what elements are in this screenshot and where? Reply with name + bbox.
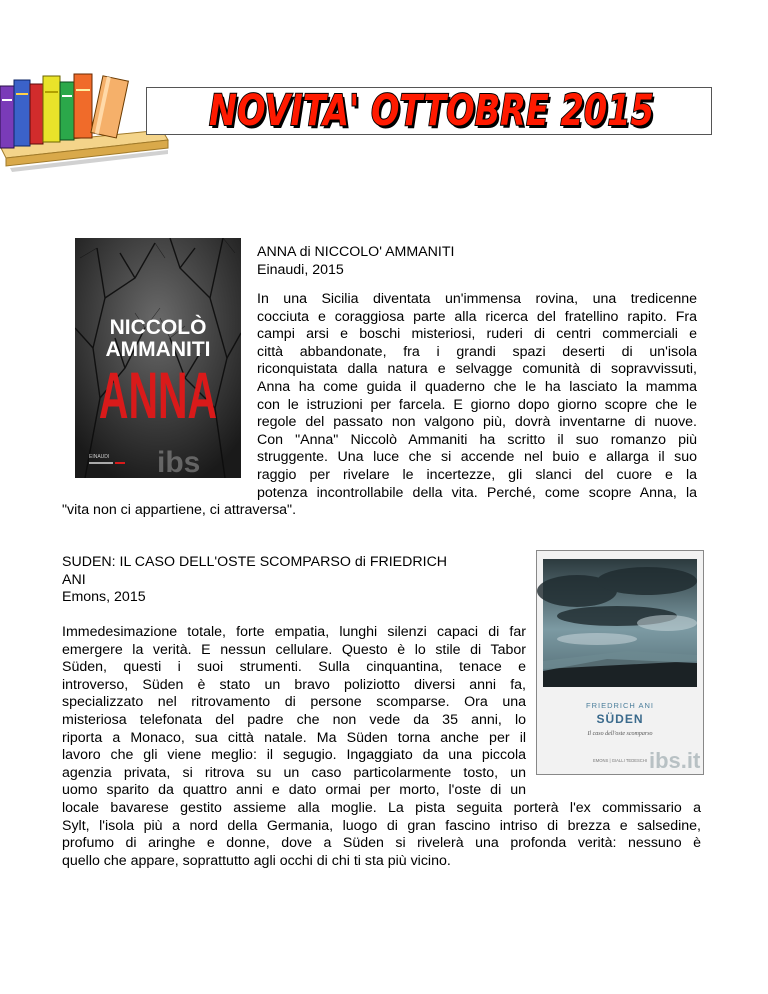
cover-watermark: ibs.it xyxy=(649,748,701,773)
description-line: Süden, questi i suoi strumenti. Sulla cinquantina, tenace e xyxy=(62,659,526,676)
description-line: introverso, Süden è stato un bravo poliziotto diversi anni fa, xyxy=(62,676,526,693)
description-line: riporta a Monaco, sua città natale. Ma Süden torna anche per il xyxy=(62,729,526,746)
bookshelf-clipart xyxy=(0,70,170,182)
description-line: locale bavarese gestito assieme alla moglie. La pista seguita porterà l'ex commissario a xyxy=(62,800,701,816)
description-line: regole del passato non valgono più, dovrà inventarne di nuove. xyxy=(257,414,697,431)
book-cover-suden xyxy=(536,550,704,775)
description-line: lavoro che gli viene meglio: il segugio. Ingaggiato da una piccola xyxy=(62,747,526,764)
book2-description-tail: quello che appare, soprattutto agli occhi di chi ti sta più vicino. xyxy=(62,853,451,869)
book2-heading-line1: SUDEN: IL CASO DELL'OSTE SCOMPARSO di FRIEDRICH xyxy=(62,554,448,570)
book1-heading-block xyxy=(257,244,454,279)
book2-heading-line2: ANI xyxy=(62,571,86,588)
cover-author-line1: NICCOLÒ xyxy=(109,316,207,339)
book2-description xyxy=(62,624,526,800)
page-title: NOVITA' OTTOBRE 2015 xyxy=(209,86,654,136)
book1-heading: ANNA di NICCOLO' AMMANITI xyxy=(257,244,455,260)
description-line: struggente. Una luce che si accende nel buio e allarga il suo xyxy=(257,449,697,466)
description-line: Anna ha come guida il quaderno che le ha lasciato la mamma xyxy=(257,378,697,395)
cover-title: ANNA xyxy=(98,357,218,433)
cover-author: FRIEDRICH ANI xyxy=(585,701,655,710)
description-line: In una Sicilia diventata un'immensa rovina, una tredicenne xyxy=(257,291,697,307)
description-line: uomo sparito da quattro anni e dato ormai per morto, l'oste di un xyxy=(62,782,526,799)
description-line: potenza incontrollabile della vita. Perché, come scopre Anna, la xyxy=(257,484,697,501)
cover-publisher-mark: EMONS | GIALLI TEDESCHI xyxy=(592,758,648,763)
cover-subtitle: Il caso dell'oste scomparso xyxy=(587,731,653,737)
description-line: città abbandonate, fra i grandi spazi deserti di un'isola xyxy=(257,343,697,360)
book-cover-anna xyxy=(75,238,241,478)
cover-author-line2: AMMANITI xyxy=(105,338,211,361)
description-line: Con "Anna" Niccolò Ammaniti ha scritto il suo romanzo più xyxy=(257,431,697,448)
description-line: raggio per rivelare le incertezze, gli slanci del cuore e la xyxy=(257,466,697,483)
book2-heading-block xyxy=(62,554,447,607)
book2-description-continued xyxy=(62,800,701,853)
description-line: Immedesimazione totale, forte empatia, lunghi silenzi capaci di far xyxy=(62,624,526,640)
description-line: misteriosa telefonata del padre che non vede da 35 anni, lo xyxy=(62,711,526,728)
description-line: specializzato nel ritrovamento di persone scomparse. Ora una xyxy=(62,694,526,711)
book1-description-tail: "vita non ci appartiene, ci attraversa". xyxy=(62,502,297,518)
book1-publisher: Einaudi, 2015 xyxy=(257,261,344,278)
description-line: con le istruzioni per farcela. E giorno dopo giorno scopre che le xyxy=(257,396,697,413)
cover-publisher-mark: EINAUDI xyxy=(89,454,110,460)
cover-title: SÜDEN xyxy=(596,712,644,726)
page-title-banner xyxy=(146,87,712,135)
description-line: campi arsi e boschi misteriosi, ruderi di centri commerciali e xyxy=(257,326,697,343)
cover-watermark: ibs xyxy=(157,446,201,478)
description-line: agenzia privata, si ritrova su un caso particolarmente tosto, un xyxy=(62,764,526,781)
description-line: cocciuta e coraggiosa parte alla ricerca del fratellino rapito. Fra xyxy=(257,308,697,325)
description-line: Sylt, l'isola più a nord della Germania, luogo di gran fascino intriso di brezza e salsedine, xyxy=(62,817,701,834)
description-line: emergere la verità. E nessun cellulare. Questo è lo stile di Tabor xyxy=(62,641,526,658)
description-line: profumo di aringhe e donne, dove a Süden si rivelerà una profonda verità: nessuno è xyxy=(62,835,701,852)
description-line: riconquistata dalla natura e selvagge comunità di sopravvissuti, xyxy=(257,361,697,378)
book1-description xyxy=(257,291,697,502)
book2-publisher: Emons, 2015 xyxy=(62,589,146,606)
